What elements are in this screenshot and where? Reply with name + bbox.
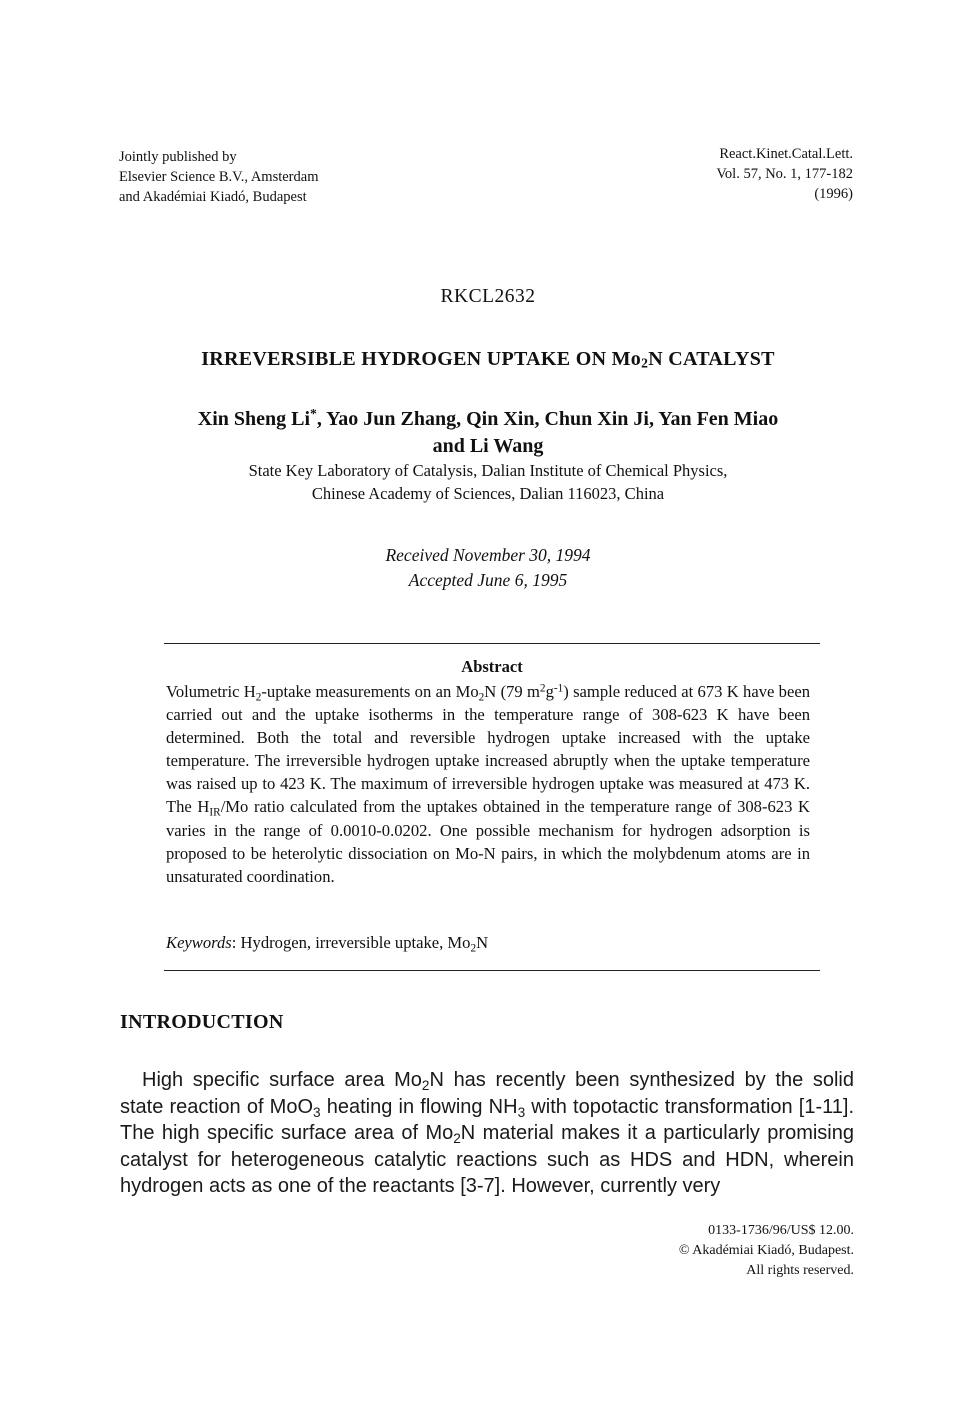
affiliation <box>0 459 976 505</box>
submission-dates <box>0 543 976 593</box>
keywords-subscript: 2 <box>470 942 477 955</box>
abstract-body <box>166 680 810 888</box>
co-authors: , Yao Jun Zhang, Qin Xin, Chun Xin Ji, Yan Fen Miao <box>316 408 779 430</box>
publisher-line: Jointly published by <box>119 149 237 165</box>
rights-statement: All rights reserved. <box>746 1263 854 1278</box>
copyright-footer <box>679 1221 854 1281</box>
intro-text: High specific surface area Mo <box>142 1069 422 1091</box>
keywords-colon: : <box>231 933 237 952</box>
keywords-text: Hydrogen, irreversible uptake, Mo <box>236 933 471 952</box>
journal-line: React.Kinet.Catal.Lett. <box>719 146 853 162</box>
publisher-line: and Akadémiai Kiadó, Budapest <box>119 189 307 205</box>
affiliation-line: Chinese Academy of Sciences, Dalian 116023, China <box>311 484 665 503</box>
abstract-superscript: -1 <box>553 682 564 695</box>
author-line-1 <box>0 406 976 433</box>
abstract-text: ) sample reduced at 673 K have been carried out and the uptake isotherms in the temperature range of 308-623 K have been determined. Both the total and reversible hydrogen uptake increased with the uptake temperature. The irreversible hydrogen uptake increased abruptly when the uptake temperature was raised up to 423 K. The maximum of irreversible hydrogen uptake was measured at 473 K. The H <box>166 682 810 817</box>
abstract-text: N (79 m <box>484 682 540 701</box>
title-text-end: N CATALYST <box>648 348 775 370</box>
issn-price: 0133-1736/96/US$ 12.00. <box>708 1223 854 1238</box>
keywords-label: Keywords <box>166 933 232 952</box>
abstract-text: g <box>545 682 554 701</box>
accepted-date: Accepted June 6, 1995 <box>408 570 568 590</box>
section-heading-introduction: INTRODUCTION <box>120 1011 284 1033</box>
abstract-superscript: 2 <box>539 682 546 695</box>
introduction-paragraph <box>120 1067 854 1200</box>
journal-line: Vol. 57, No. 1, 177-182 <box>716 166 853 182</box>
keywords <box>166 933 488 953</box>
intro-text: heating in flowing NH <box>320 1095 518 1118</box>
author-list <box>0 406 976 460</box>
abstract-bottom-rule <box>164 970 820 971</box>
intro-text: N has recently been synthesized by the solid state reaction of MoO <box>120 1069 854 1118</box>
intro-subscript: 3 <box>313 1104 321 1120</box>
journal-line: (1996) <box>814 186 853 202</box>
intro-subscript: 3 <box>517 1104 526 1120</box>
abstract-subscript: IR <box>209 806 221 819</box>
received-date: Received November 30, 1994 <box>385 545 591 565</box>
abstract-text: Volumetric H <box>166 682 256 701</box>
abstract-subscript: 2 <box>478 691 485 704</box>
first-author: Xin Sheng Li <box>197 408 311 430</box>
title-text: IRREVERSIBLE HYDROGEN UPTAKE ON Mo <box>201 348 642 370</box>
abstract-heading: Abstract <box>461 657 523 676</box>
paper-code: RKCL2632 <box>440 286 536 307</box>
intro-subscript: 2 <box>453 1131 461 1147</box>
abstract-top-rule <box>164 643 820 644</box>
abstract-text: /Mo ratio calculated from the uptakes obtained in the temperature range of 308-623 K varies in the range of 0.0010-0.0202. One possible mechanism for hydrogen adsorption is proposed to be heterolytic dissociation on Mo-N pairs, in which the molybdenum atoms are in unsaturated coordination. <box>166 797 810 886</box>
title-subscript: 2 <box>641 355 649 371</box>
intro-subscript: 2 <box>421 1078 430 1094</box>
intro-text: with topotactic transformation [1-11]. The high specific surface area of Mo <box>120 1095 855 1144</box>
corresponding-mark: * <box>310 406 317 422</box>
paper-title <box>0 348 976 372</box>
intro-text: N material makes it a particularly promising catalyst for heterogeneous catalytic reactions such as HDS and HDN, wherein hydrogen acts as one of the reactants [3-7]. However, currently very <box>120 1122 854 1197</box>
affiliation-line: State Key Laboratory of Catalysis, Dalian Institute of Chemical Physics, <box>248 461 728 480</box>
publisher-info <box>119 147 318 207</box>
author-line-2: and Li Wang <box>432 435 544 457</box>
abstract-text: -uptake measurements on an Mo <box>261 682 479 701</box>
journal-citation <box>716 144 853 204</box>
copyright-holder: © Akadémiai Kiadó, Budapest. <box>678 1243 854 1258</box>
keywords-tail: N <box>476 933 489 952</box>
abstract-subscript: 2 <box>255 691 262 704</box>
publisher-line: Elsevier Science B.V., Amsterdam <box>119 169 319 185</box>
